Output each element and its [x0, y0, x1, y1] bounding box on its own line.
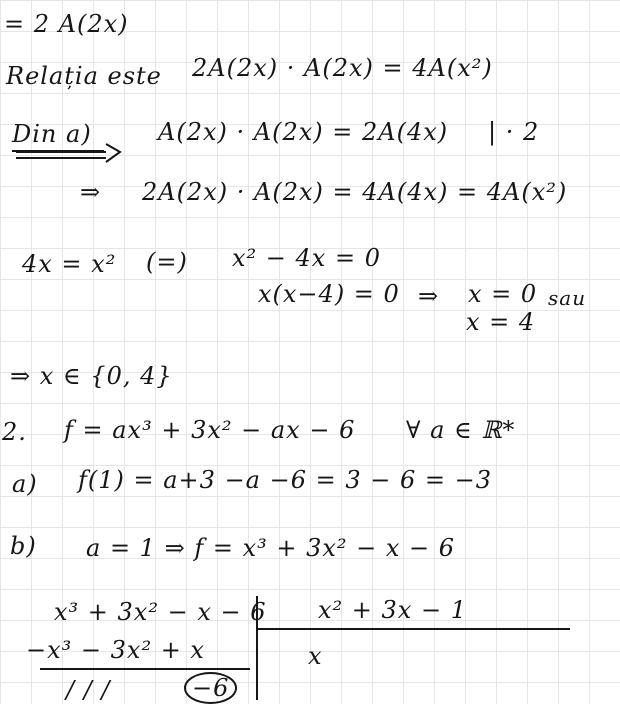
part-a-equation: f(1) = a+3 −a −6 = 3 − 6 = −3 — [78, 466, 493, 494]
line-5-equiv: (=) — [146, 248, 188, 276]
division-dividend: x³ + 3x² − x − 6 — [54, 598, 267, 626]
dim-multiplier: | · 2 — [488, 118, 540, 146]
part-b-equation: a = 1 ⇒ f = x³ + 3x² − x − 6 — [86, 534, 456, 562]
problem-2-number: 2. — [2, 418, 27, 446]
line-6-factor: x(x−4) = 0 — [258, 280, 400, 308]
division-quotient: x — [308, 642, 323, 670]
line-8-solution: ⇒ x ∈ {0, 4} — [10, 362, 173, 390]
double-arrow-icon — [14, 140, 124, 164]
division-horizontal-bar — [256, 628, 570, 630]
part-b-label: b) — [10, 532, 37, 560]
line-6-x0: x = 0 — [468, 280, 538, 308]
line-6-implies: ⇒ — [418, 282, 440, 310]
line-6-sau: sau — [548, 286, 587, 310]
line-5-left: 4x = x² — [22, 250, 117, 278]
relatia-equation: 2A(2x) · A(2x) = 4A(x²) — [192, 54, 493, 82]
line-4-equation: 2A(2x) · A(2x) = 4A(4x) = 4A(x²) — [142, 178, 568, 206]
division-vertical-bar — [256, 596, 258, 700]
dim-label: Din a) — [12, 120, 92, 148]
line-5-right: x² − 4x = 0 — [232, 244, 381, 272]
relatia-label: Relația este — [6, 62, 162, 90]
problem-2-forall: ∀ a ∈ ℝ* — [406, 416, 516, 444]
line-7-x4: x = 4 — [466, 308, 536, 336]
part-a-label: a) — [12, 470, 38, 498]
dim-equation: A(2x) · A(2x) = 2A(4x) — [158, 118, 449, 146]
problem-2-function: f = ax³ + 3x² − ax − 6 — [64, 416, 356, 444]
division-subtraction: −x³ − 3x² + x — [26, 636, 205, 664]
division-remainder: −6 — [184, 672, 237, 704]
division-remainder-slashes: / / / — [66, 676, 111, 704]
implies-symbol: ⇒ — [80, 178, 102, 206]
division-subtraction-rule — [40, 668, 250, 670]
division-divisor: x² + 3x − 1 — [318, 596, 467, 624]
line-1: = 2 A(2x) — [4, 10, 129, 38]
